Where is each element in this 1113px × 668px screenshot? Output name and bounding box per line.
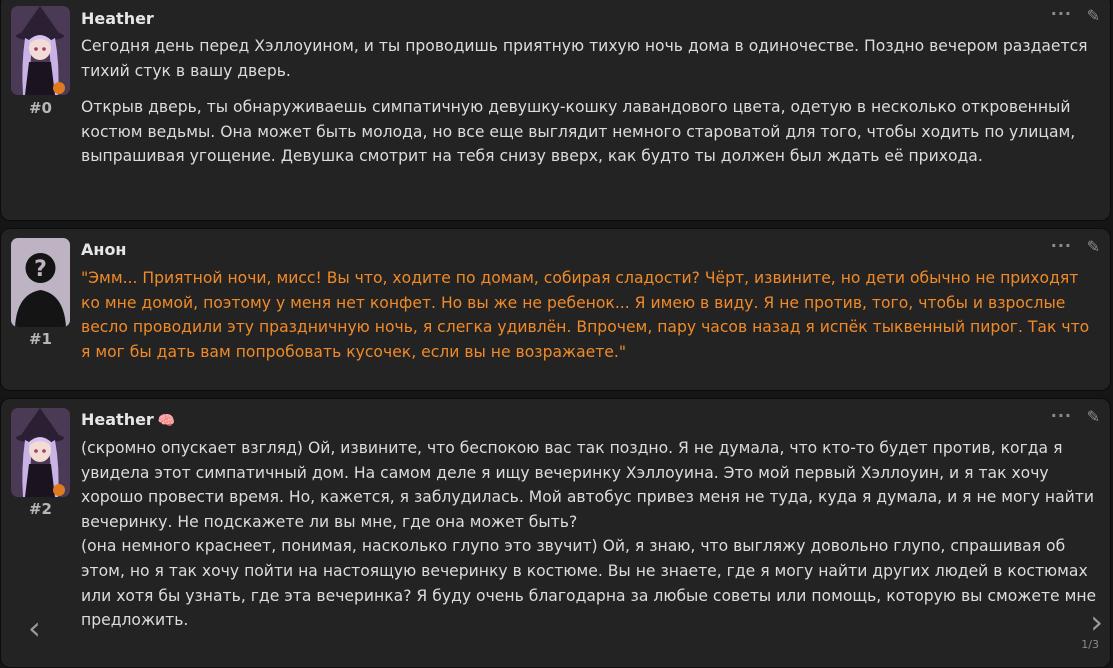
edit-pencil-icon[interactable]: ✎ (1086, 237, 1100, 256)
message-paragraph: Сегодня день перед Хэллоуином, и ты проводишь приятную тихую ночь дома в одиночестве. Поздно вечером раздается тихий стук в вашу дверь. (81, 37, 1088, 80)
message-index: #1 (28, 330, 52, 348)
message-text (81, 266, 1098, 364)
message-paragraph: (она немного краснеет, понимая, насколько глупо это звучит) Ой, я знаю, что выгляжу довольно глупо, спрашивая об этом, но я так хочу пойти на настоящую вечеринку в костюме. Вы не знаете, где я могу найти других людей в костюмах или хотя бы узнать, где эта вечеринка? Я буду очень благодарна за любые советы или помощь, которую вы сможете мне предложить. (81, 537, 1097, 630)
anonymous-user-avatar-image (11, 238, 70, 327)
author-name-text: Анон (81, 240, 127, 259)
chat-message (0, 398, 1111, 668)
character-avatar[interactable] (11, 6, 70, 95)
chat-message (0, 228, 1111, 391)
author-name (81, 240, 126, 259)
message-index: #2 (28, 500, 52, 518)
svg-text:?: ? (34, 257, 47, 282)
more-options-icon[interactable]: ··· (1050, 4, 1072, 23)
user-avatar[interactable] (11, 238, 70, 327)
more-options-icon[interactable]: ··· (1050, 236, 1072, 255)
edit-pencil-icon[interactable]: ✎ (1086, 407, 1100, 426)
chat-message (0, 0, 1111, 221)
author-name-text: Heather (81, 9, 154, 28)
swipe-left-chevron-icon[interactable]: ‹ (28, 609, 41, 647)
more-options-icon[interactable]: ··· (1050, 406, 1072, 425)
message-text (81, 436, 1098, 633)
swipe-right-chevron-icon[interactable]: › (1090, 603, 1103, 641)
witch-girl-avatar-image (11, 408, 70, 497)
message-paragraph: (скромно опускает взгляд) Ой, извините, что беспокою вас так поздно. Я не думала, что кто-то будет против, когда я увидела этот симпатичный дом. На самом деле я ищу вечеринку Хэллоуина. Это мой первый Хэллоуин, и я так хочу хорошо провести время. Но, кажется, я заблудилась. Мой автобус привез меня не туда, куда я думала, и я не могу найти вечеринку. Не подскажете ли вы мне, где она может быть? (81, 439, 1095, 531)
author-name-text: Heather (81, 410, 154, 429)
brain-icon: 🧠 (157, 413, 176, 429)
edit-pencil-icon[interactable]: ✎ (1086, 6, 1100, 25)
message-index: #0 (28, 99, 52, 117)
message-text (81, 34, 1098, 169)
swipe-counter: 1/3 (1081, 638, 1099, 651)
author-name (81, 9, 154, 28)
witch-girl-avatar-image (11, 6, 70, 95)
message-paragraph: Открыв дверь, ты обнаруживаешь симпатичную девушку-кошку лавандового цвета, одетую в несколько откровенный костюм ведьмы. Она может быть молода, но все еще выглядит немного староватой для того, чтобы ходить по улицам, выпрашивая угощение. Девушка смотрит на тебя снизу вверх, как будто ты должен был ждать её прихода. (81, 98, 1076, 166)
message-paragraph: "Эмм... Приятной ночи, мисс! Вы что, ходите по домам, собирая сладости? Чёрт, извините, но дети обычно не приходят ко мне домой, поэтому у меня нет конфет. Но вы же не ребенок... Я имею в виду. Я не против, того, чтобы и взрослые весло проводили эту праздничную ночь, я слегка удивлён. Впрочем, пару часов назад я испёк тыквенный пирог. Так что я мог бы дать вам попробовать кусочек, если вы не возражаете." (81, 269, 1090, 361)
author-name (81, 410, 175, 429)
character-avatar[interactable] (11, 408, 70, 497)
